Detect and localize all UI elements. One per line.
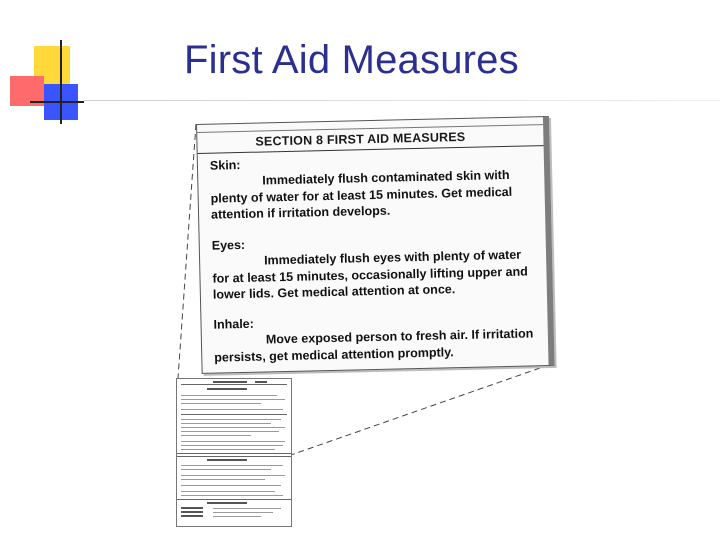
skin-label: Skin: [209, 158, 241, 173]
connector-left [178, 124, 196, 378]
logo-vertical-line [60, 40, 62, 124]
excerpt-heading-rule [198, 145, 544, 154]
msds-excerpt [196, 116, 555, 374]
skin-text: Immediately flush contaminated skin with plenty of water for at least 15 minutes. Get medical attention if irritation develops. [210, 167, 513, 222]
eyes-text: Immediately flush eyes with plenty of water for at least 15 minutes, occasionally lifting upper and lower lids. Get medical attention at once. [212, 247, 528, 302]
slide-title: First Aid Measures [184, 38, 519, 82]
inhale-label: Inhale: [213, 316, 255, 332]
excerpt-heading: SECTION 8 FIRST AID MEASURES [255, 129, 466, 149]
connector-right [288, 368, 540, 456]
title-divider [84, 100, 720, 101]
msds-page-thumbnail [176, 378, 292, 527]
logo-horizontal-line [30, 101, 84, 103]
inhale-text: Move exposed person to fresh air. If irritation persists, get medical attention promptly. [214, 326, 534, 365]
eyes-label: Eyes: [211, 237, 246, 253]
